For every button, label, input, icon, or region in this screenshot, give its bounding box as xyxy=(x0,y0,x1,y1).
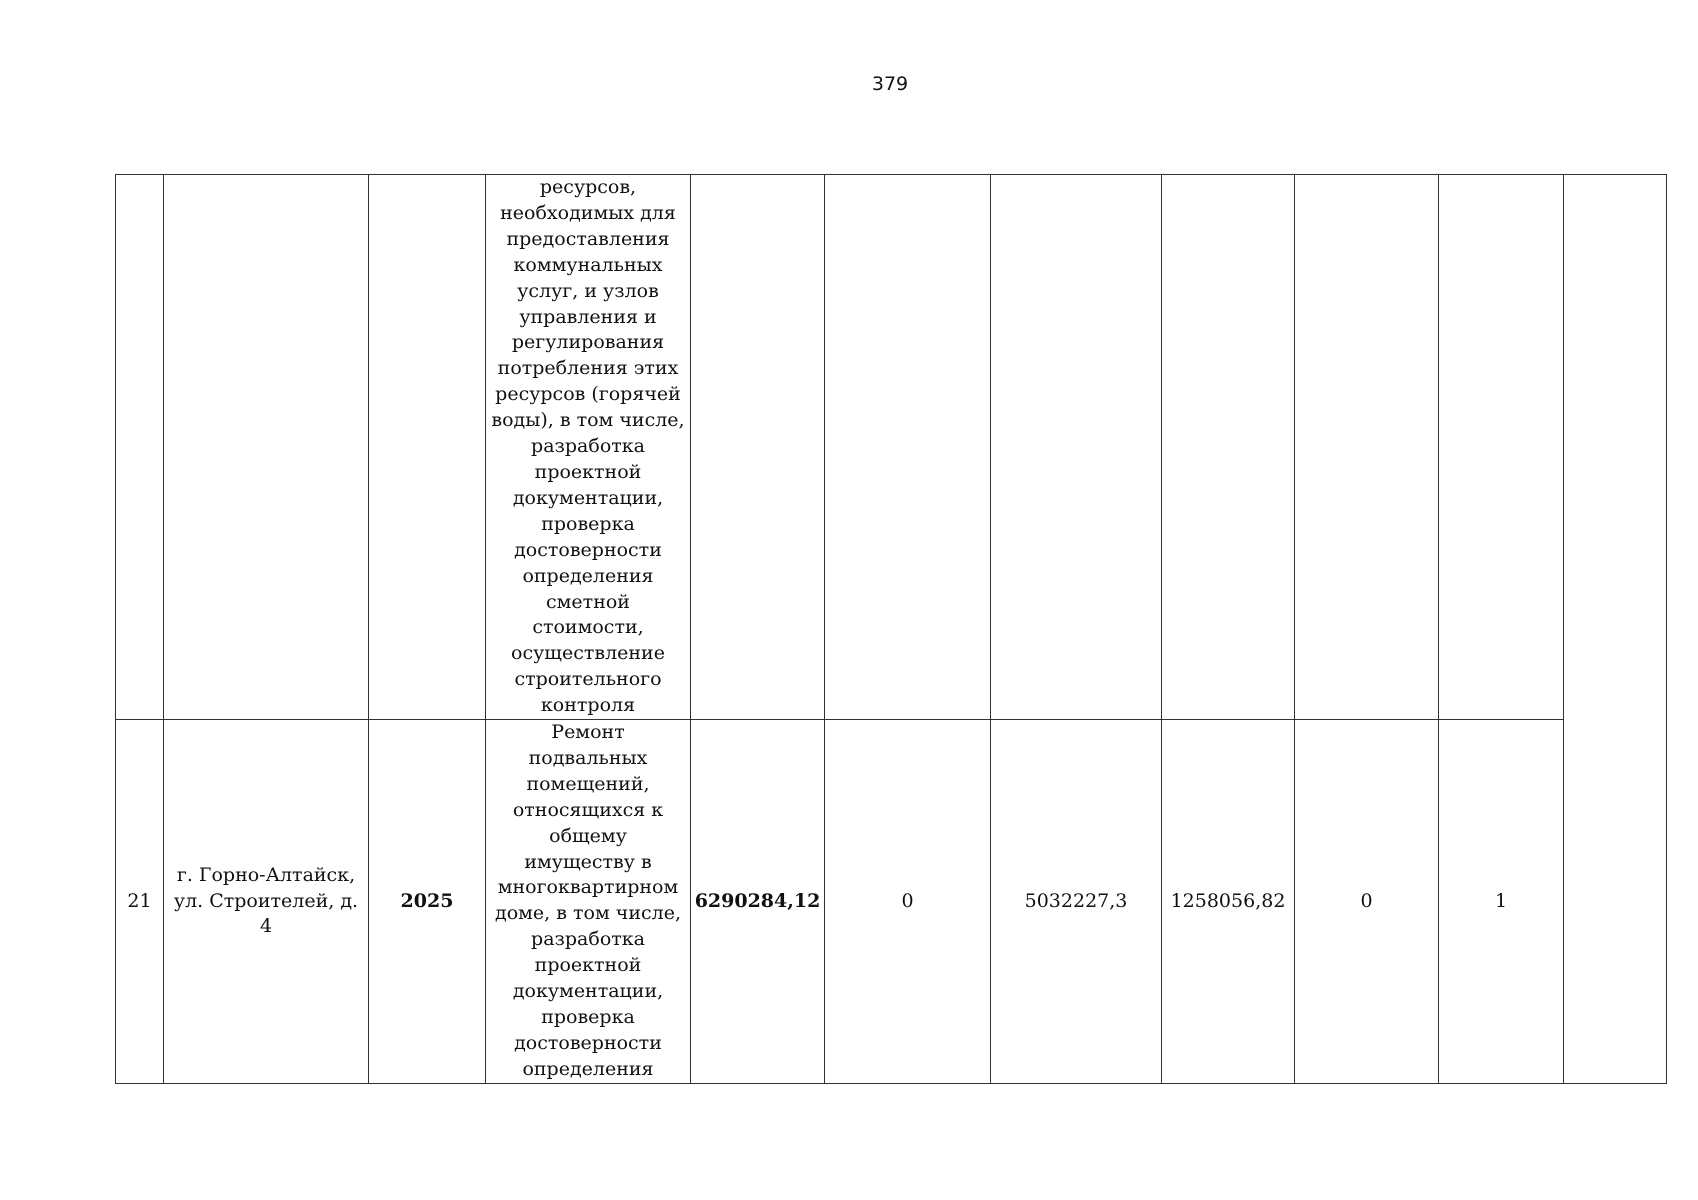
work-line: контроля xyxy=(540,694,636,717)
work-line: проверка xyxy=(541,512,635,535)
work-line: доме, в том числе, xyxy=(495,902,681,925)
work-line: стоимости, xyxy=(532,616,644,639)
value-cell xyxy=(825,175,991,720)
value-cell xyxy=(1162,175,1295,720)
work-line: регулирования xyxy=(511,331,665,354)
work-line: ресурсов, xyxy=(539,176,637,198)
value-cell: 1 xyxy=(1439,720,1564,1084)
work-line: проверка xyxy=(541,1006,635,1028)
work-line: разработка xyxy=(531,435,645,458)
value-cell xyxy=(991,175,1162,720)
work-line: разработка xyxy=(531,928,645,951)
table-row xyxy=(116,720,1667,1084)
work-line: ресурсов (горячей xyxy=(495,383,681,406)
work-line: сметной xyxy=(546,590,630,613)
work-line: помещений, xyxy=(526,772,650,795)
work-line: Ремонт xyxy=(551,721,625,744)
work-line: осуществление xyxy=(511,642,665,665)
row-number-cell: 21 xyxy=(116,720,164,1084)
work-line: услуг, и узлов xyxy=(517,279,659,302)
page-number: 379 xyxy=(871,73,909,95)
work-line: необходимых для xyxy=(500,201,676,224)
total-cost-cell xyxy=(691,175,825,720)
empty-last-cell xyxy=(1564,175,1667,1084)
work-line: имуществу в xyxy=(524,850,652,873)
value-cell: 0 xyxy=(825,720,991,1084)
work-line: предоставления xyxy=(506,227,670,250)
work-line: воды), в том числе, xyxy=(491,409,685,432)
work-line: строительного xyxy=(514,668,662,691)
value-cell: 5032227,3 xyxy=(991,720,1162,1084)
address-cell xyxy=(164,175,369,720)
year-cell: 2025 xyxy=(369,720,486,1084)
year-cell xyxy=(369,175,486,720)
work-line: проектной xyxy=(534,954,642,977)
work-line: многоквартирном xyxy=(497,876,679,899)
work-line: относящихся к xyxy=(512,798,664,821)
work-line: подвальных xyxy=(528,746,648,769)
work-line: документации, xyxy=(512,486,664,509)
work-line: достоверности xyxy=(514,538,662,561)
value-cell: 0 xyxy=(1295,720,1439,1084)
work-line: проектной xyxy=(534,460,642,483)
value-cell xyxy=(1295,175,1439,720)
work-line: управления и xyxy=(519,305,657,328)
work-line: определения xyxy=(522,564,654,587)
table-row xyxy=(116,175,1667,720)
total-cost-cell: 6290284,12 xyxy=(691,720,825,1084)
work-description-cell xyxy=(486,720,691,1084)
work-line: коммунальных xyxy=(513,253,663,276)
work-line: документации, xyxy=(512,980,664,1003)
value-cell: 1258056,82 xyxy=(1162,720,1295,1084)
row-number-cell xyxy=(116,175,164,720)
address-cell: г. Горно-Алтайск, ул. Строителей, д. 4 xyxy=(164,720,369,1084)
work-line: потребления этих xyxy=(497,357,679,380)
work-line: определения xyxy=(522,1057,654,1080)
value-cell xyxy=(1439,175,1564,720)
work-line: достоверности xyxy=(514,1031,662,1054)
works-table xyxy=(115,174,1667,1084)
work-line: общему xyxy=(549,824,627,847)
work-description-cell xyxy=(486,175,691,720)
